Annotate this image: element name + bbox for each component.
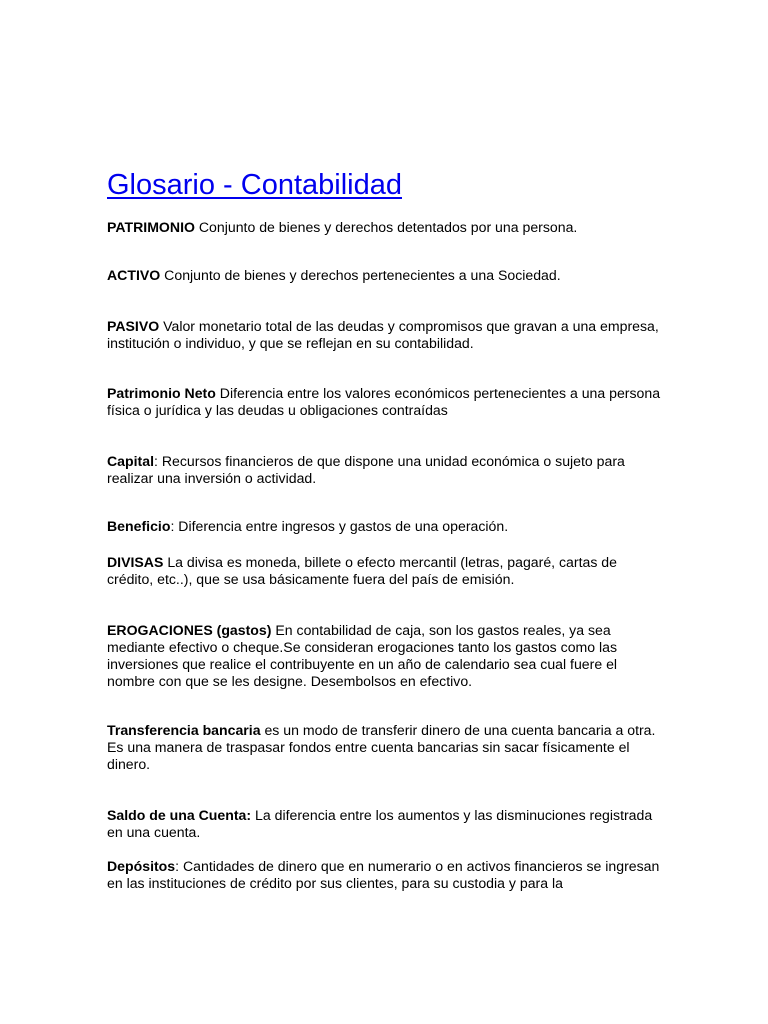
glossary-definition: La divisa es moneda, billete o efecto mercantil (letras, pagaré, cartas de crédito, etc..), que se usa básicamente fuera del país de emisión.: [107, 554, 617, 587]
glossary-term: Capital: [107, 453, 154, 469]
glossary-definition: Recursos financieros de que dispone una unidad económica o sujeto para realizar una inversión o actividad.: [107, 453, 625, 486]
term-separator: :: [170, 518, 179, 534]
glossary-term: Saldo de una Cuenta:: [107, 807, 252, 823]
page-title[interactable]: Glosario - Contabilidad: [107, 169, 402, 201]
glossary-definition: Valor monetario total de las deudas y compromisos que gravan a una empresa, institución o individuo, y que se reflejan en su contabilidad.: [107, 318, 659, 351]
glossary-entry-depositos: [107, 858, 667, 892]
glossary-definition: Cantidades de dinero que en numerario o en activos financieros se ingresan en las instituciones de crédito por sus clientes, para su custodia y para la: [107, 858, 660, 891]
glossary-definition: Conjunto de bienes y derechos pertenecientes a una Sociedad.: [164, 267, 561, 283]
glossary-term: EROGACIONES (gastos): [107, 622, 272, 638]
glossary-definition: Conjunto de bienes y derechos detentados por una persona.: [198, 219, 578, 235]
glossary-entry-pasivo: [107, 318, 667, 352]
glossary-term: Depósitos: [107, 858, 176, 874]
glossary-entry-beneficio: [107, 518, 667, 535]
glossary-entry-activo: [107, 267, 667, 284]
glossary-definition: La diferencia entre los aumentos y las disminuciones registrada en una cuenta.: [107, 807, 653, 840]
glossary-entry-patrimonio: [107, 219, 667, 236]
term-separator: :: [175, 858, 183, 874]
glossary-definition: Diferencia entre ingresos y gastos de una operación.: [178, 518, 509, 534]
glossary-entry-saldo-de-una-cuenta: [107, 807, 667, 841]
glossary-definition: Diferencia entre los valores económicos pertenecientes a una persona física o jurídica y las deudas u obligaciones contraídas: [107, 385, 661, 418]
term-separator: :: [154, 453, 162, 469]
glossary-term: PATRIMONIO: [107, 219, 195, 235]
glossary-entry-patrimonio-neto: [107, 385, 667, 419]
glossary-term: DIVISAS: [107, 554, 164, 570]
glossary-entry-divisas: [107, 554, 667, 588]
glossary-term: PASIVO: [107, 318, 160, 334]
glossary-term: Transferencia bancaria: [107, 722, 261, 738]
glossary-entry-capital: [107, 453, 667, 487]
glossary-entry-erogaciones: [107, 622, 667, 690]
glossary-definition: es un modo de transferir dinero de una cuenta bancaria a otra. Es una manera de traspasar fondos entre cuenta bancarias sin sacar físicamente el dinero.: [107, 722, 656, 772]
glossary-term: Beneficio: [107, 518, 171, 534]
glossary-term: ACTIVO: [107, 267, 161, 283]
glossary-term: Patrimonio Neto: [107, 385, 216, 401]
glossary-entry-transferencia-bancaria: [107, 722, 667, 773]
glossary-definition: En contabilidad de caja, son los gastos reales, ya sea mediante efectivo o cheque.Se consideran erogaciones tanto los gastos como las inversiones que realice el contribuyente en un año de calendario sea cual fuere el nombre con que se les designe. Desembolsos en efectivo.: [107, 622, 618, 689]
